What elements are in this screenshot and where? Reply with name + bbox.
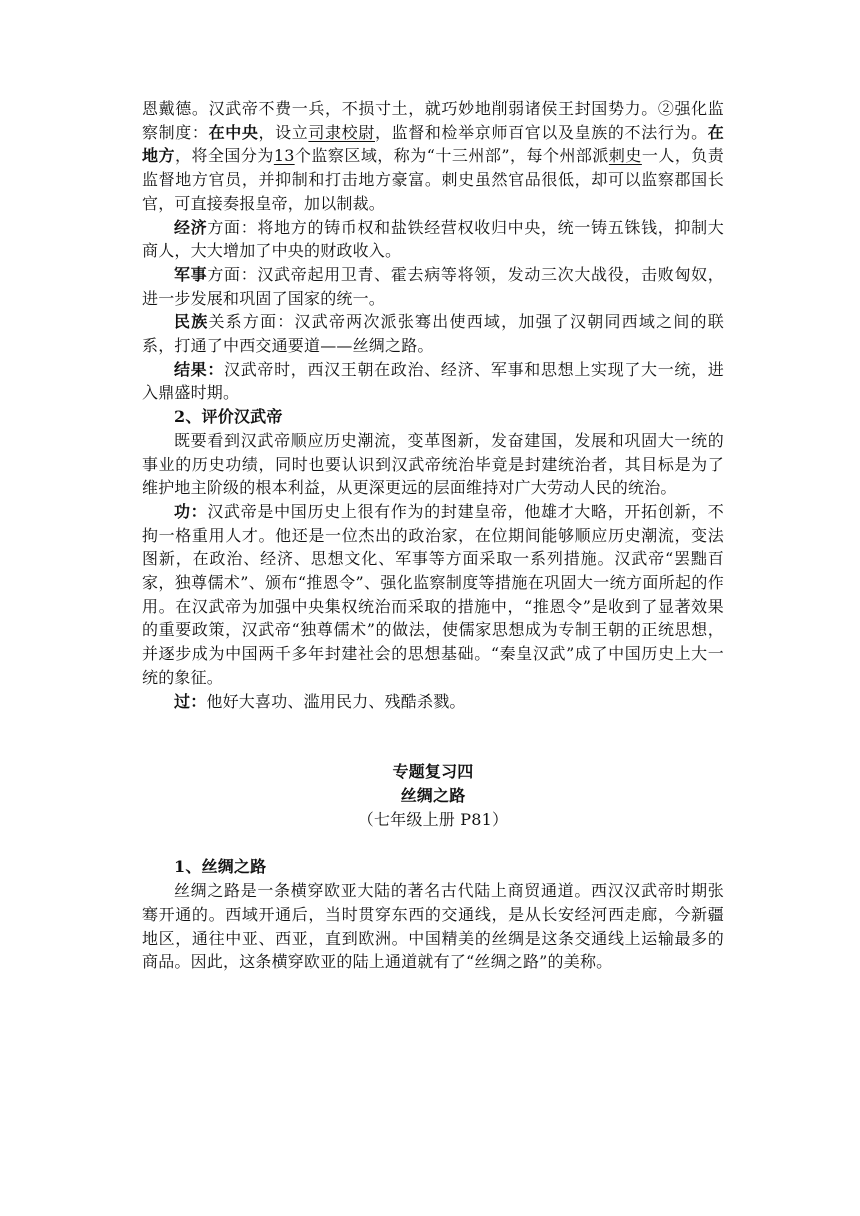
paragraph-silk-road: 丝绸之路是一条横穿欧亚大陆的著名古代陆上商贸通道。西汉汉武帝时期张骞开通的。西域开通后，当时贯穿东西的交通线，是从长安经河西走廊，今新疆地区，通往中亚、西亚，直到欧洲。中国精美的丝绸是这条交通线上运输最多的商品。因此，这条横穿欧亚的陆上通道就有了“丝绸之路”的美称。 (142, 881, 724, 972)
underlined-term-sili-xiaowei: 司隶校尉 (308, 122, 375, 142)
bold-term-local: 在地方 (142, 122, 724, 166)
section-subtitle: 丝绸之路 (400, 785, 466, 805)
bold-term-merits: 功： (174, 501, 208, 521)
paragraph-military (142, 263, 724, 310)
paragraph-ethnic (142, 310, 724, 357)
bold-term-military: 军事 (174, 264, 208, 284)
spacer (142, 831, 724, 855)
underlined-term-cishi: 刺史 (608, 146, 642, 166)
text: 方面：汉武帝起用卫青、霍去病等将领，发动三次大战役，击败匈奴，进一步发展和巩固了国家的统一。 (142, 264, 725, 308)
text: 汉武帝是中国历史上很有作为的封建皇帝，他雄才大略，开拓创新，不拘一格重用人才。他还是一位杰出的政治家，在位期间能够顺应历史潮流，变法图新，在政治、经济、思想文化、军事等方面采取一系列措施。汉武帝“罢黜百家，独尊儒术”、颁布“推恩令”、强化监察制度等措施在巩固大一统方面所起的作用。在汉武帝为加强中央集权统治而采取的措施中，“推恩令”是收到了显著效果的重要政策，汉武帝“独尊儒术”的做法，使儒家思想成为专制王朝的正统思想，并逐步成为中国两千多年封建社会的思想基础。“秦皇汉武”成了中国历史上大一统的象征。 (142, 501, 725, 687)
text: ，设立 (258, 122, 309, 142)
text: 关系方面：汉武帝两次派张骞出使西域，加强了汉朝同西域之间的联系，打通了中西交通要道——丝绸之路。 (142, 312, 724, 356)
paragraph-evaluation: 既要看到汉武帝顺应历史潮流，变革图新，发奋建国，发展和巩固大一统的事业的历史功绩，同时也要认识到汉武帝统治毕竟是封建统治者，其目标是为了维护地主阶级的根本利益，从更深更远的层面维持对广大劳动人民的统治。 (142, 430, 724, 498)
text: 一人，负责监督地方官员，并抑制和打击地方豪富。刺史虽然官品很低，却可以监察郡国长官，可直接奏报皇帝，加以制裁。 (142, 146, 724, 213)
section-heading-silk-road: 1、丝绸之路 (174, 857, 267, 877)
bold-term-economy: 经济 (174, 217, 208, 237)
spacer (142, 713, 724, 760)
paragraph-supervision (142, 97, 724, 216)
paragraph-faults (142, 690, 724, 714)
bold-term-faults: 过： (174, 691, 207, 711)
section-title: 专题复习四 (392, 762, 474, 782)
text: 个监察区域，称为“十三州部”，每个州部派 (294, 146, 609, 166)
text: 恩戴德。汉武帝不费一兵，不损寸土，就巧妙地削弱诸侯王封国势力。②强化监察制度： (142, 99, 724, 142)
text: 汉武帝时，西汉王朝在政治、经济、军事和思想上实现了大一统，进入鼎盛时期。 (142, 359, 724, 403)
bold-term-central: 在中央 (208, 122, 259, 142)
paragraph-economy (142, 216, 724, 263)
section-reference: （七年级上册 P81） (357, 809, 509, 829)
section-heading-evaluate: 2、评价汉武帝 (174, 407, 283, 427)
text: 方面：将地方的铸币权和盐铁经营权收归中央，统一铸五铢钱，抑制大商人，大大增加了中央的财政收入。 (142, 217, 725, 261)
bold-term-result: 结果： (174, 359, 225, 379)
paragraph-merits (142, 500, 724, 690)
bold-term-ethnic: 民族 (174, 312, 209, 332)
text: 他好大喜功、滥用民力、残酷杀戮。 (206, 691, 466, 711)
text: ，将全国分为 (174, 146, 274, 166)
underlined-number-13: 13 (273, 146, 295, 166)
document-body (142, 97, 724, 974)
paragraph-result (142, 358, 724, 405)
text: ，监督和检举京师百官以及皇族的不法行为。 (374, 122, 708, 142)
